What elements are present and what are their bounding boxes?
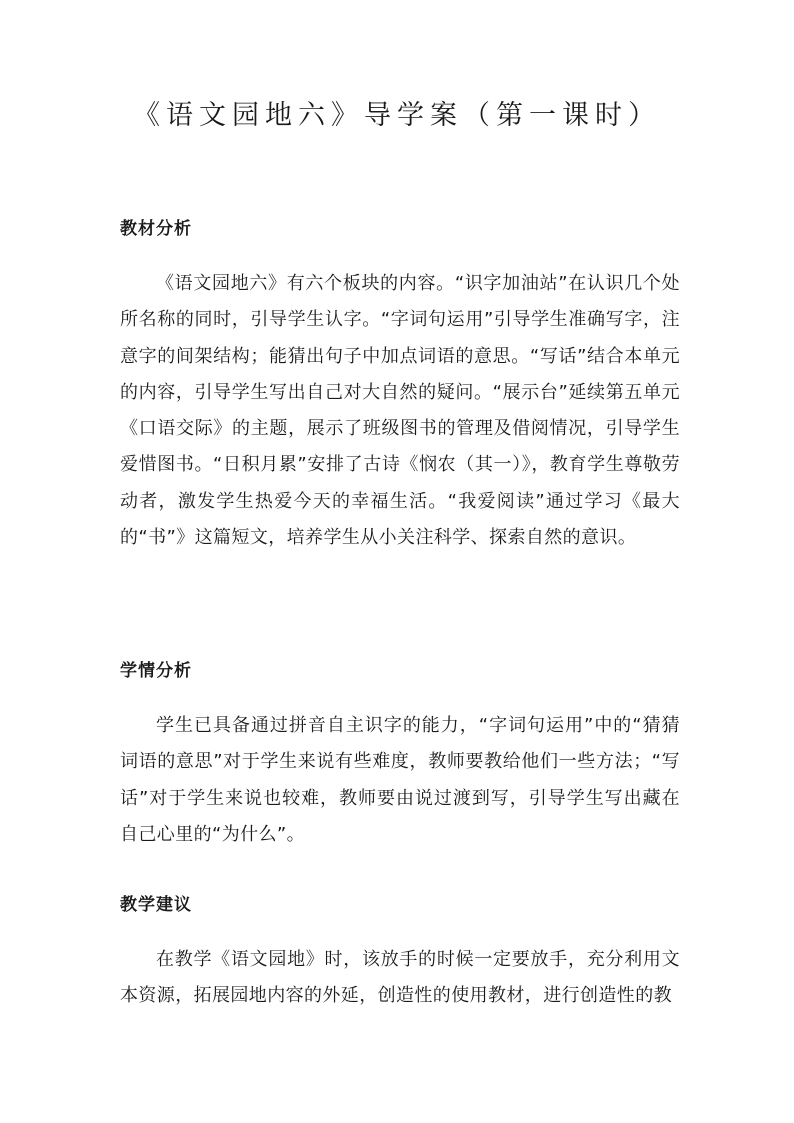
section-heading: 教学建议 (120, 895, 192, 915)
section-heading: 教材分析 (120, 219, 192, 239)
section-body: 在教学《语文园地》时，该放手的时候一定要放手，充分利用文本资源，拓展园地内容的外延，创造性的使用教材，进行创造性的教 (120, 949, 680, 1007)
section-heading: 学情分析 (120, 661, 192, 681)
section-textbook-analysis (120, 215, 680, 556)
section-teaching-suggestions (120, 891, 680, 1015)
section-learner-analysis (120, 657, 680, 853)
document-title: 《语文园地六》导学案（第一课时） (133, 100, 661, 131)
section-body: 学生已具备通过拼音自主识字的能力，“字词句运用”中的“猜猜词语的意思”对于学生来说有些难度，教师要教给他们一些方法；“写话”对于学生来说也较难，教师要由说过渡到写，引导学生写出藏在自己心里的“为什么”。 (120, 715, 680, 845)
section-body: 《语文园地六》有六个板块的内容。“识字加油站”在认识几个处所名称的同时，引导学生认字。“字词句运用”引导学生准确写字，注意字的间架结构；能猜出句子中加点词语的意思。“写话”结合本单元的内容，引导学生写出自己对大自然的疑问。“展示台”延续第五单元《口语交际》的主题，展示了班级图书的管理及借阅情况，引导学生爱惜图书。“日积月累”安排了古诗《悯农（其一）》，教育学生尊敬劳动者，激发学生热爱今天的幸福生活。“我爱阅读”通过学习《最大的“书”》这篇短文，培养学生从小关注科学、探索自然的意识。 (120, 273, 680, 549)
